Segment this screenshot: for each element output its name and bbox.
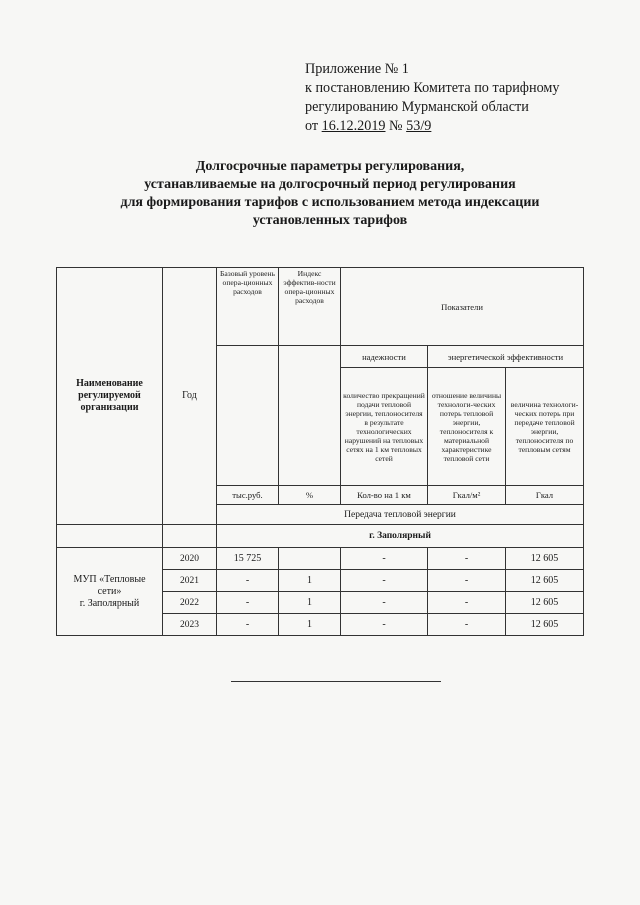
year-cell: 2021 — [163, 570, 217, 592]
signature-divider — [231, 681, 441, 682]
title-line-3: для формирования тарифов с использованием метода индексации — [120, 195, 540, 210]
header-base-blank — [217, 346, 279, 486]
appendix-line-2: к постановлению Комитета по тарифному — [305, 80, 560, 96]
title-line-2: устанавливаемые на долгосрочный период регулирования — [144, 177, 516, 192]
table-row — [57, 548, 584, 570]
year-cell: 2022 — [163, 592, 217, 614]
unit-index: % — [279, 486, 341, 505]
resolution-number: 53/9 — [406, 118, 432, 134]
unit-outages: Кол-во на 1 км — [341, 486, 428, 505]
unit-ratio: Гкал/м² — [428, 486, 506, 505]
date-prefix: от — [305, 118, 319, 134]
losses-cell: 12 605 — [506, 570, 584, 592]
header-indicators: Показатели — [341, 268, 584, 346]
unit-losses: Гкал — [506, 486, 584, 505]
city-org-blank — [57, 525, 163, 548]
ratio-cell: - — [428, 548, 506, 570]
org-name-line-1: МУП «Тепловые — [73, 573, 146, 585]
org-name-cell — [57, 548, 163, 636]
org-name-line-2: сети» — [97, 585, 122, 597]
appendix-title: Приложение № 1 — [305, 61, 409, 77]
year-cell: 2023 — [163, 614, 217, 636]
resolution-date: 16.12.2019 — [321, 118, 386, 134]
ratio-cell: - — [428, 570, 506, 592]
index-cell: 1 — [279, 592, 341, 614]
header-row-1 — [57, 268, 584, 346]
appendix-line-4 — [305, 117, 635, 136]
section-title: Передача тепловой энергии — [217, 505, 584, 525]
losses-cell: 12 605 — [506, 548, 584, 570]
index-cell: 1 — [279, 570, 341, 592]
header-base-level: Базовый уровень опера-ционных расходов — [217, 268, 279, 346]
header-loss-ratio: отношение величины технологи-ческих потерь тепловой энергии, теплоносителя к материальной характеристике тепловой сети — [428, 368, 506, 486]
header-index-blank — [279, 346, 341, 486]
header-year: Год — [163, 268, 217, 525]
losses-cell: 12 605 — [506, 614, 584, 636]
base-cell: - — [217, 570, 279, 592]
header-org-name: Наименование регулируемой организации — [57, 268, 163, 525]
appendix-line-3: регулированию Мурманской области — [305, 99, 529, 115]
outages-cell: - — [341, 614, 428, 636]
base-cell: 15 725 — [217, 548, 279, 570]
base-cell: - — [217, 592, 279, 614]
number-prefix: № — [389, 118, 403, 134]
header-reliability: надежности — [341, 346, 428, 368]
year-cell: 2020 — [163, 548, 217, 570]
ratio-cell: - — [428, 592, 506, 614]
losses-cell: 12 605 — [506, 592, 584, 614]
header-energy-efficiency: энергетической эффективности — [428, 346, 584, 368]
title-line-1: Долгосрочные параметры регулирования, — [195, 159, 465, 174]
header-efficiency-index: Индекс эффектив-ности опера-ционных расходов — [279, 268, 341, 346]
outages-cell: - — [341, 592, 428, 614]
city-title: г. Заполярный — [217, 525, 584, 548]
index-cell: 1 — [279, 614, 341, 636]
base-cell: - — [217, 614, 279, 636]
outages-cell: - — [341, 548, 428, 570]
index-cell — [279, 548, 341, 570]
ratio-cell: - — [428, 614, 506, 636]
document-title — [70, 158, 590, 230]
city-year-blank — [163, 525, 217, 548]
appendix-header — [305, 60, 635, 136]
city-row — [57, 525, 584, 548]
title-line-4: установленных тарифов — [252, 213, 408, 228]
header-outages: количество прекращений подачи тепловой энергии, теплоносителя в результате технологических нарушений на тепловых сетях на 1 км тепловых сетей — [341, 368, 428, 486]
unit-base: тыс.руб. — [217, 486, 279, 505]
header-tech-losses: величина технологи-ческих потерь при передаче тепловой энергии, теплоносителя по тепловым сетям — [506, 368, 584, 486]
parameters-table — [56, 267, 584, 636]
org-name-line-3: г. Заполярный — [79, 597, 140, 609]
outages-cell: - — [341, 570, 428, 592]
